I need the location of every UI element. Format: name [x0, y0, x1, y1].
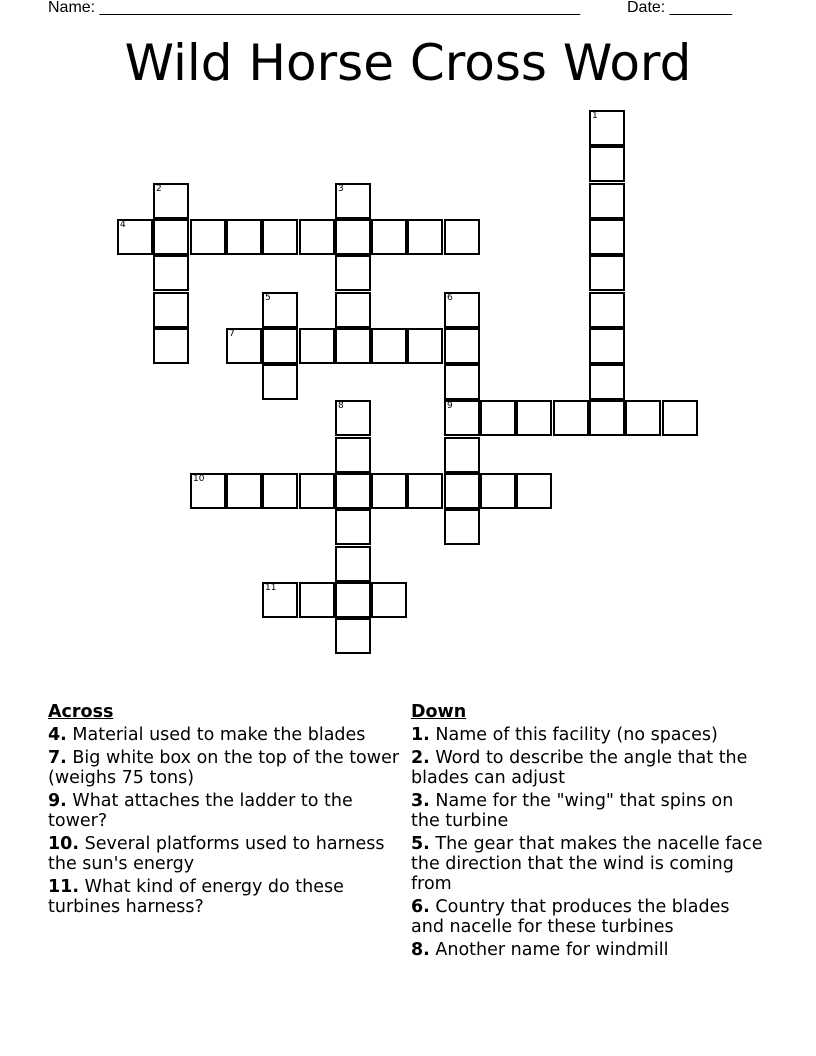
- grid-cell[interactable]: [444, 400, 480, 436]
- clue-number: 9.: [48, 791, 67, 811]
- grid-cell[interactable]: [335, 183, 371, 219]
- grid-cell[interactable]: [299, 473, 335, 509]
- clue-number-label: 8: [338, 401, 344, 411]
- clue-number-label: 1: [592, 111, 598, 121]
- across-clue: [48, 748, 400, 788]
- clue-number: 10.: [48, 834, 80, 854]
- grid-cell[interactable]: [335, 255, 371, 291]
- grid-cell[interactable]: [299, 328, 335, 364]
- clue-number: 8.: [411, 940, 430, 960]
- grid-cell[interactable]: [299, 582, 335, 618]
- down-clues: [411, 702, 763, 963]
- grid-cell[interactable]: [480, 400, 516, 436]
- grid-cell[interactable]: [589, 328, 625, 364]
- across-clues: [48, 702, 400, 920]
- clue-number-label: 6: [447, 293, 453, 303]
- grid-cell[interactable]: [589, 400, 625, 436]
- clue-number: 4.: [48, 725, 67, 745]
- grid-cell[interactable]: [444, 219, 480, 255]
- grid-cell[interactable]: [371, 219, 407, 255]
- down-heading: Down: [411, 702, 467, 722]
- clue-text: Name for the "wing" that spins on the turbine: [411, 791, 734, 831]
- grid-cell[interactable]: [444, 292, 480, 328]
- clue-text: What kind of energy do these turbines harness?: [48, 877, 344, 917]
- grid-cell[interactable]: [625, 400, 661, 436]
- down-clue: [411, 748, 763, 788]
- grid-cell[interactable]: [589, 183, 625, 219]
- clue-number-label: 2: [156, 184, 162, 194]
- grid-cell[interactable]: [153, 328, 189, 364]
- grid-cell[interactable]: [262, 473, 298, 509]
- across-clue: [48, 791, 400, 831]
- grid-cell[interactable]: [444, 473, 480, 509]
- clue-text: Several platforms used to harness the sun's energy: [48, 834, 385, 874]
- grid-cell[interactable]: [516, 473, 552, 509]
- grid-cell[interactable]: [371, 582, 407, 618]
- down-clue: [411, 834, 763, 894]
- grid-cell[interactable]: [335, 219, 371, 255]
- across-clue: [48, 834, 400, 874]
- grid-cell[interactable]: [516, 400, 552, 436]
- grid-cell[interactable]: [335, 292, 371, 328]
- grid-cell[interactable]: [444, 364, 480, 400]
- grid-cell[interactable]: [553, 400, 589, 436]
- name-field-label[interactable]: Name: ______________________________________________________: [48, 0, 581, 16]
- grid-cell[interactable]: [589, 219, 625, 255]
- grid-cell[interactable]: [371, 328, 407, 364]
- grid-cell[interactable]: [589, 255, 625, 291]
- grid-cell[interactable]: [262, 364, 298, 400]
- grid-cell[interactable]: [589, 146, 625, 182]
- grid-cell[interactable]: [153, 292, 189, 328]
- clue-number: 7.: [48, 748, 67, 768]
- grid-cell[interactable]: [407, 473, 443, 509]
- clue-number: 11.: [48, 877, 80, 897]
- grid-cell[interactable]: [262, 328, 298, 364]
- grid-cell[interactable]: [589, 292, 625, 328]
- across-clue: [48, 725, 400, 745]
- grid-cell[interactable]: [299, 219, 335, 255]
- grid-cell[interactable]: [335, 328, 371, 364]
- clue-text: The gear that makes the nacelle face the direction that the wind is coming from: [411, 834, 763, 894]
- grid-cell[interactable]: [371, 473, 407, 509]
- clue-number: 6.: [411, 897, 430, 917]
- down-clue: [411, 725, 763, 745]
- clue-text: Material used to make the blades: [72, 725, 366, 745]
- grid-cell[interactable]: [226, 219, 262, 255]
- clue-number: 1.: [411, 725, 430, 745]
- grid-cell[interactable]: [153, 219, 189, 255]
- grid-cell[interactable]: [444, 328, 480, 364]
- clue-number: 2.: [411, 748, 430, 768]
- clue-text: Country that produces the blades and nacelle for these turbines: [411, 897, 730, 937]
- grid-cell[interactable]: [190, 473, 226, 509]
- grid-cell[interactable]: [444, 509, 480, 545]
- grid-cell[interactable]: [262, 582, 298, 618]
- grid-cell[interactable]: [335, 400, 371, 436]
- grid-cell[interactable]: [335, 437, 371, 473]
- clue-number-label: 10: [193, 474, 205, 484]
- clue-text: What attaches the ladder to the tower?: [48, 791, 353, 831]
- clue-text: Word to describe the angle that the blades can adjust: [411, 748, 748, 788]
- clue-number-label: 9: [447, 401, 453, 411]
- grid-cell[interactable]: [262, 292, 298, 328]
- grid-cell[interactable]: [226, 473, 262, 509]
- date-field-label[interactable]: Date: _______: [627, 0, 732, 16]
- clue-number: 5.: [411, 834, 430, 854]
- down-clue: [411, 940, 763, 960]
- clue-number-label: 4: [120, 220, 126, 230]
- clue-number-label: 5: [265, 293, 271, 303]
- grid-cell[interactable]: [117, 219, 153, 255]
- clue-text: Big white box on the top of the tower (weighs 75 tons): [48, 748, 400, 788]
- page-title: Wild Horse Cross Word: [124, 34, 692, 92]
- grid-cell[interactable]: [480, 473, 516, 509]
- grid-cell[interactable]: [407, 219, 443, 255]
- across-clue: [48, 877, 400, 917]
- clue-number: 3.: [411, 791, 430, 811]
- grid-cell[interactable]: [153, 255, 189, 291]
- clue-text: Another name for windmill: [435, 940, 669, 960]
- grid-cell[interactable]: [190, 219, 226, 255]
- clue-number-label: 3: [338, 184, 344, 194]
- grid-cell[interactable]: [589, 364, 625, 400]
- clue-number-label: 11: [265, 583, 277, 593]
- grid-cell[interactable]: [662, 400, 698, 436]
- grid-cell[interactable]: [262, 219, 298, 255]
- grid-cell[interactable]: [335, 582, 371, 618]
- grid-cell[interactable]: [444, 437, 480, 473]
- grid-cell[interactable]: [335, 509, 371, 545]
- grid-cell[interactable]: [407, 328, 443, 364]
- clue-number-label: 7: [229, 329, 235, 339]
- grid-cell[interactable]: [589, 110, 625, 146]
- grid-cell[interactable]: [153, 183, 189, 219]
- grid-cell[interactable]: [335, 473, 371, 509]
- down-clue: [411, 897, 763, 937]
- across-heading: Across: [48, 702, 114, 722]
- down-clue: [411, 791, 763, 831]
- grid-cell[interactable]: [335, 546, 371, 582]
- grid-cell[interactable]: [226, 328, 262, 364]
- grid-cell[interactable]: [335, 618, 371, 654]
- clue-text: Name of this facility (no spaces): [435, 725, 718, 745]
